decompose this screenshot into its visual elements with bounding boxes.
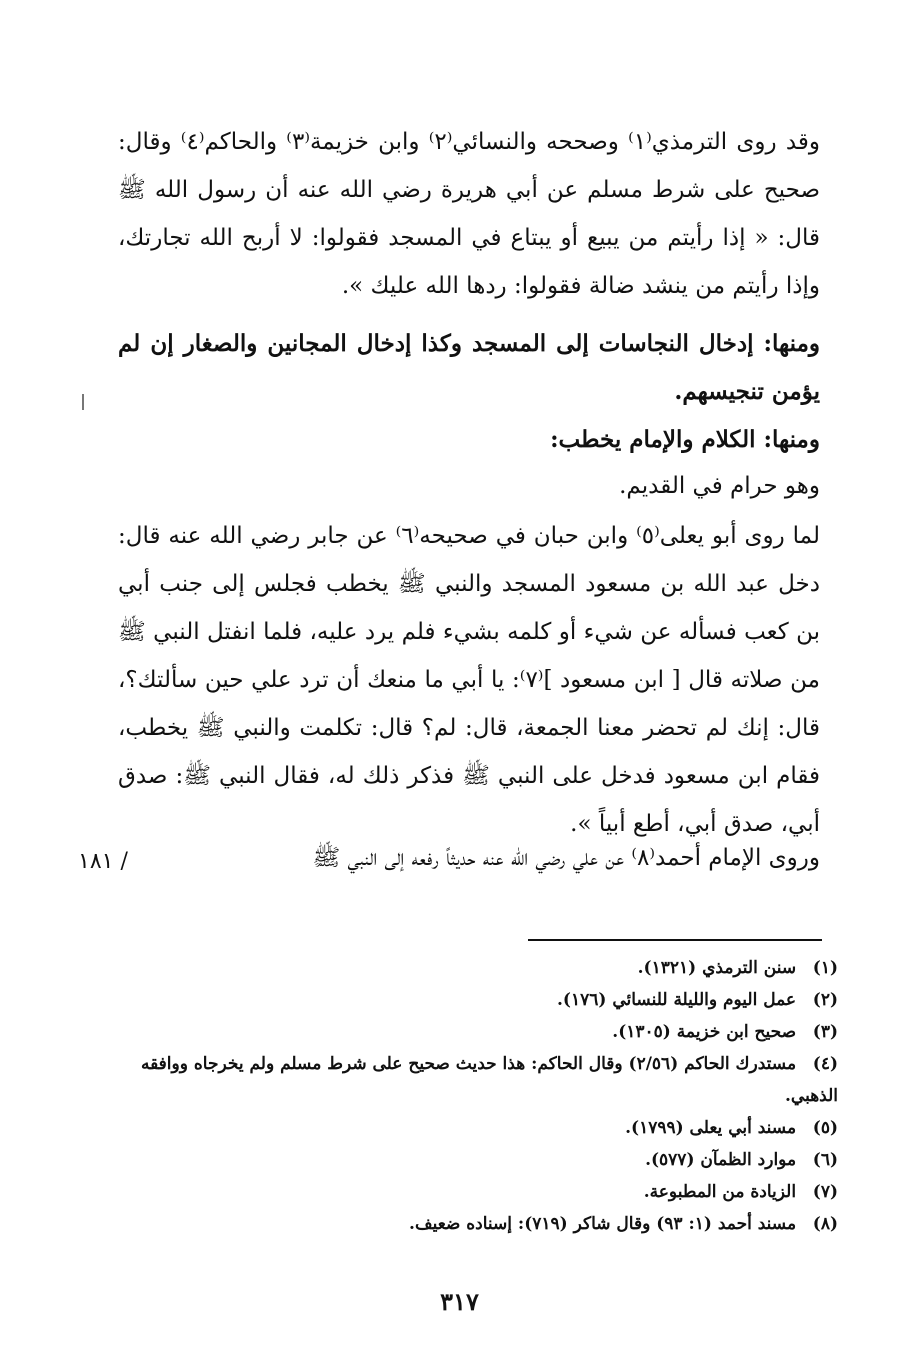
footnote-item: (٨) مسند أحمد (١: ٩٣) وقال شاكر (٧١٩): إسناده ضعيف. bbox=[409, 1214, 838, 1234]
footnote-item: (١) سنن الترمذي (١٣٢١). bbox=[637, 958, 838, 978]
paragraph-abu-yala-hadith: لما روى أبو يعلى⁽٥⁾ وابن حبان في صحيحه⁽٦⁾ عن جابر رضي الله عنه قال: دخل عبد الله بن مسعود المسجد والنبي ﷺ يخطب فجلس إلى جنب أبي بن كعب فسأله عن شيء أو كلمه بشيء فلم يرد عليه، فلما انفتل النبي ﷺ من صلاته قال [ ابن مسعود ]⁽٧⁾: يا أبي ما منعك أن ترد علي حين سألتك؟، قال: إنك لم تحضر معنا الجمعة، قال: لم؟ قال: تكلمت والنبي ﷺ يخطب، فقام ابن مسعود فدخل على النبي ﷺ فذكر ذلك له، فقال النبي ﷺ: صدق أبي، صدق أبي، أطع أبياً ». bbox=[118, 523, 820, 837]
heading-impurities: ومنها: إدخال النجاسات إلى المسجد وكذا إدخال المجانين والصغار إن لم يؤمن تنجيسهم. bbox=[118, 330, 820, 405]
footnote-item: (٤) مستدرك الحاكم (٢/٥٦) وقال الحاكم: هذا حديث صحيح على شرط مسلم ولم يخرجاه ووافقه الذهبي. bbox=[140, 1054, 838, 1106]
footnote-item: (٣) صحيح ابن خزيمة (١٣٠٥). bbox=[612, 1022, 838, 1042]
footnote-item: (٢) عمل اليوم والليلة للنسائي (١٧٦). bbox=[557, 990, 838, 1010]
footnote-item: (٧) الزيادة من المطبوعة. bbox=[643, 1182, 838, 1202]
heading-speech-during-sermon: ومنها: الكلام والإمام يخطب: bbox=[550, 426, 820, 453]
paragraph-forbidden-old-view: وهو حرام في القديم. bbox=[619, 473, 820, 499]
footnote-item: (٦) موارد الظمآن (٥٧٧). bbox=[645, 1150, 838, 1170]
margin-page-reference: ١٨١ / bbox=[78, 849, 128, 874]
footnotes bbox=[124, 952, 838, 1240]
paragraph-imam-ahmad: وروى الإمام أحمد⁽٨⁾ عن علي رضي الله عنه حديثاً رفعه إلى النبي ﷺ bbox=[312, 845, 820, 871]
paragraph-tirmidhi-hadith: وقد روى الترمذي⁽١⁾ وصححه والنسائي⁽٢⁾ وابن خزيمة⁽٣⁾ والحاكم⁽٤⁾ وقال: صحيح على شرط مسلم عن أبي هريرة رضي الله عنه أن رسول الله ﷺ قال: « إذا رأيتم من يبيع أو يبتاع في المسجد فقولوا: لا أربح الله تجارتك، وإذا رأيتم من ينشد ضالة فقولوا: ردها الله عليك ». bbox=[118, 129, 820, 299]
footnote-separator bbox=[528, 939, 822, 941]
page-number: ٣١٧ bbox=[440, 1287, 479, 1316]
margin-mark bbox=[82, 394, 84, 410]
footnote-item: (٥) مسند أبي يعلى (١٧٩٩). bbox=[625, 1118, 838, 1138]
